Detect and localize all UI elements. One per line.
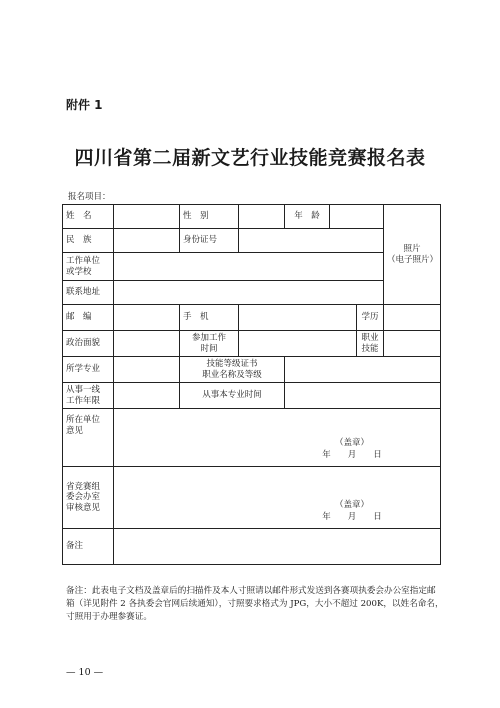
mobile-input[interactable] — [239, 305, 357, 331]
certificate-label: 技能等级证书 职业名称及等级 — [180, 357, 285, 383]
gender-label: 性 别 — [180, 205, 239, 229]
postcode-label: 邮 编 — [63, 305, 114, 331]
registration-form — [62, 204, 441, 565]
professional-years-label: 从事本专业时间 — [180, 383, 285, 409]
work-unit-label: 工作单位 或学校 — [63, 253, 114, 281]
certificate-input[interactable] — [285, 357, 441, 383]
address-label: 联系地址 — [63, 281, 114, 305]
age-input[interactable] — [330, 205, 384, 229]
political-status-input[interactable] — [114, 331, 180, 357]
project-field — [66, 190, 111, 202]
major-input[interactable] — [114, 357, 180, 383]
education-input[interactable] — [384, 305, 441, 331]
mobile-label: 手 机 — [180, 305, 239, 331]
address-input[interactable] — [114, 281, 384, 305]
footnote: 备注：此表电子文档及盖章后的扫描件及本人寸照请以邮件形式发送到各赛项执委会办公室指定邮箱（详见附件 2 各执委会官网后续通知），寸照要求格式为 JPG，大小不超过 200K，以姓名命名，寸照用于办理参赛证。 — [66, 586, 444, 622]
committee-date-text: 年 月 日 — [322, 512, 382, 523]
name-input[interactable] — [114, 205, 180, 229]
form-title: 四川省第二届新文艺行业技能竞赛报名表 — [74, 147, 426, 169]
unit-opinion-label: 所在单位 意见 — [63, 409, 114, 467]
ethnicity-input[interactable] — [114, 229, 180, 253]
page-number: — 10 — — [66, 667, 104, 678]
ethnicity-label: 民 族 — [63, 229, 114, 253]
frontline-years-label: 从事一线 工作年限 — [63, 383, 114, 409]
age-label: 年 龄 — [285, 205, 330, 229]
committee-opinion-label: 省竞赛组 委会办室 审核意见 — [63, 467, 114, 529]
work-unit-input[interactable] — [114, 253, 384, 281]
skill-level-label: 职业技能 — [357, 331, 384, 357]
attachment-label: 附件 1 — [66, 98, 103, 112]
work-start-time-label: 参加工作 时间 — [180, 331, 239, 357]
id-number-input[interactable] — [239, 229, 384, 253]
unit-opinion-box[interactable] — [114, 409, 441, 467]
professional-years-input[interactable] — [285, 383, 441, 409]
photo-sublabel: （电子照片） — [387, 254, 439, 265]
remarks-label: 备注 — [63, 529, 114, 565]
id-number-label: 身份证号 — [180, 229, 239, 253]
skill-level-input[interactable] — [384, 331, 441, 357]
gender-input[interactable] — [239, 205, 285, 229]
major-label: 所学专业 — [63, 357, 114, 383]
frontline-years-input[interactable] — [114, 383, 180, 409]
education-label: 学历 — [357, 305, 384, 331]
committee-opinion-box[interactable] — [114, 467, 441, 529]
photo-label: 照片 — [403, 243, 421, 254]
political-status-label: 政治面貌 — [63, 331, 114, 357]
work-start-time-input[interactable] — [239, 331, 357, 357]
photo-box[interactable] — [384, 205, 441, 305]
project-label: 报名项目： — [68, 192, 111, 202]
postcode-input[interactable] — [114, 305, 180, 331]
remarks-input[interactable] — [114, 529, 441, 565]
committee-seal-text: （盖章） — [334, 500, 369, 511]
unit-date-text: 年 月 日 — [322, 450, 382, 461]
name-label: 姓 名 — [63, 205, 114, 229]
unit-seal-text: （盖章） — [334, 438, 369, 449]
